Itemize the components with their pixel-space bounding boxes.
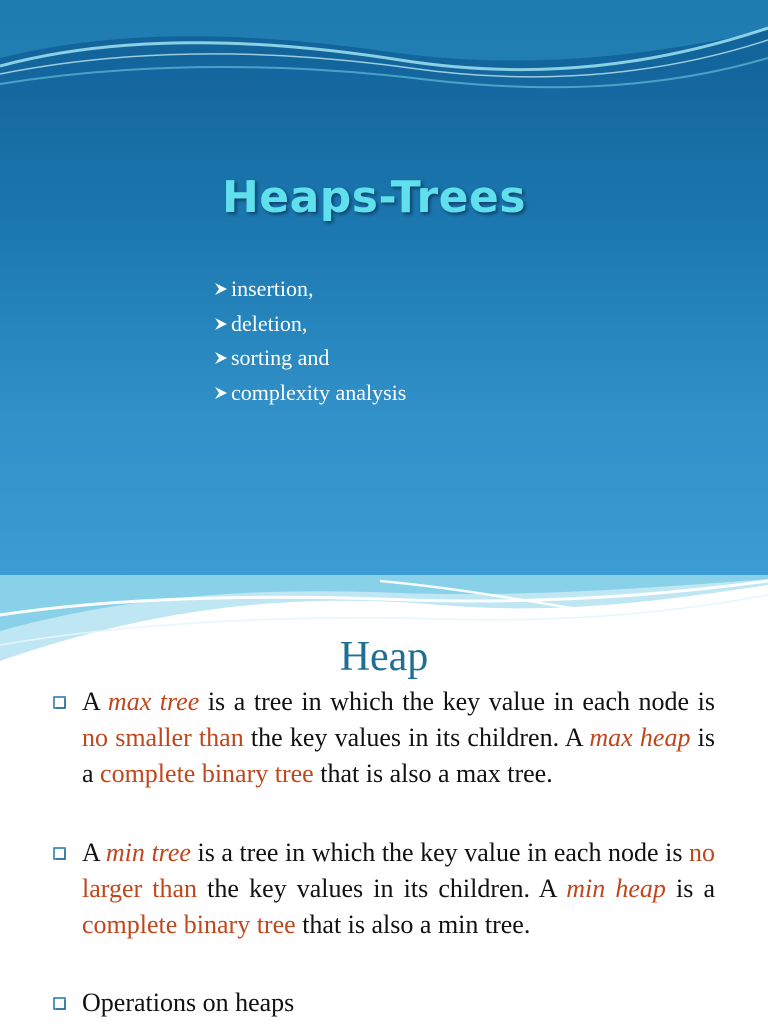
term-emphasis: max heap	[589, 723, 691, 752]
list-item	[50, 835, 720, 943]
list-item	[50, 985, 720, 1021]
operations-text: Operations on heaps	[82, 988, 295, 1017]
list-item-text: insertion,	[231, 276, 314, 302]
definition-text: A min tree is a tree in which the key value in each node is no larger than the key values in its children. A min heap is a complete binary tree that is also a min tree.	[82, 838, 715, 939]
wave-decoration	[0, 0, 768, 120]
highlight-text: no smaller than	[82, 723, 244, 752]
hollow-square-bullet-icon	[53, 847, 66, 860]
highlight-text: complete binary tree	[82, 910, 296, 939]
list-item	[214, 376, 406, 411]
list-item	[214, 341, 406, 376]
term-emphasis: min tree	[105, 838, 191, 867]
definition-text: A max tree is a tree in which the key value in each node is no smaller than the key values in its children. A max heap is a complete binary tree that is also a max tree.	[82, 687, 716, 788]
highlight-text: complete binary tree	[100, 759, 314, 788]
slide-title: Heaps-Trees	[221, 172, 527, 223]
list-item-text: deletion,	[231, 310, 308, 336]
list-item	[50, 684, 720, 792]
topic-list	[214, 272, 406, 410]
list-item	[214, 307, 406, 342]
arrow-bullet-icon	[214, 282, 228, 296]
arrow-bullet-icon	[214, 386, 228, 400]
hollow-square-bullet-icon	[53, 696, 66, 709]
hollow-square-bullet-icon	[53, 997, 66, 1010]
arrow-bullet-icon	[214, 317, 228, 331]
highlight-text: no larger than	[82, 838, 715, 903]
slide-title: Heap	[339, 634, 429, 680]
term-emphasis: min heap	[566, 874, 666, 903]
list-item-text: sorting and	[231, 345, 330, 371]
content-slide	[0, 575, 768, 1024]
term-emphasis: max tree	[107, 687, 200, 716]
list-item	[214, 272, 406, 307]
arrow-bullet-icon	[214, 351, 228, 365]
list-item-text: complexity analysis	[231, 379, 407, 405]
